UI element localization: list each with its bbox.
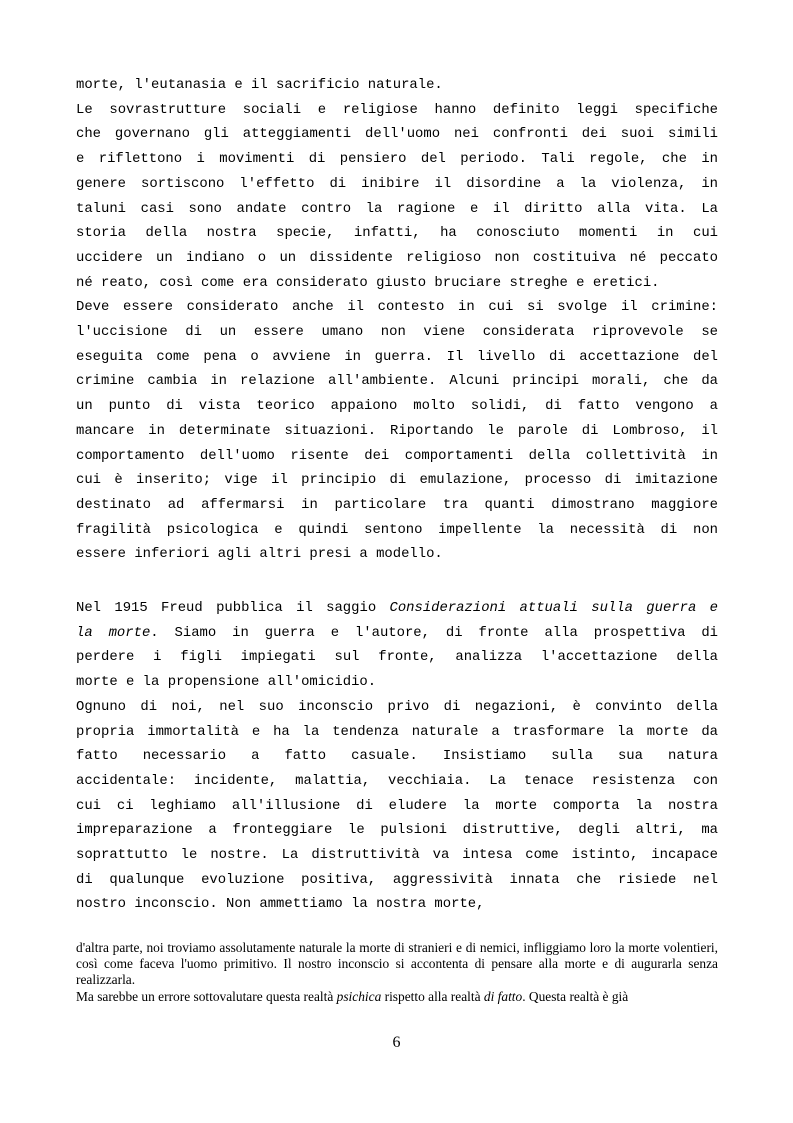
text-line: eseguita come pena o avviene in guerra. Il livello di accettazione del bbox=[76, 348, 718, 365]
text-line: fatto necessario a fatto casuale. Insistiamo sulla sua natura bbox=[76, 748, 718, 765]
text-line: impreparazione a fronteggiare le pulsioni distruttive, degli altri, ma bbox=[76, 822, 718, 839]
text-line: essere inferiori agli altri presi a modello. bbox=[76, 546, 443, 563]
emphasis: psichica bbox=[336, 989, 382, 1004]
text-line: soprattutto le nostre. La distruttività va intesa come istinto, incapace bbox=[76, 847, 718, 864]
text-run: . Siamo in guerra e l'autore, di fronte alla prospettiva di bbox=[150, 624, 718, 641]
text-line: crimine cambia in relazione all'ambiente. Alcuni principi morali, che da bbox=[76, 373, 718, 390]
book-title: Considerazioni attuali sulla guerra e bbox=[389, 600, 718, 616]
text-line: uccidere un indiano o un dissidente religioso non costituiva né peccato bbox=[76, 249, 718, 266]
text-line bbox=[76, 596, 718, 621]
text-run: rispetto alla realtà bbox=[381, 989, 484, 1004]
text-block-3 bbox=[76, 940, 718, 1005]
text-line: cui ci leghiamo all'illusione di eludere la morte comporta la nostra bbox=[76, 797, 718, 814]
book-title-cont: la morte bbox=[76, 624, 151, 641]
text-line: un punto di vista teorico appaiono molto solidi, di fatto vengono a bbox=[76, 398, 718, 415]
page-number: 6 bbox=[392, 1034, 401, 1051]
text-line: accidentale: incidente, malattia, vecchiaia. La tenace resistenza con bbox=[76, 772, 718, 789]
text-line: cui è inserito; vige il principio di emulazione, processo di imitazione bbox=[76, 472, 718, 489]
text-line: che governano gli atteggiamenti dell'uomo nei confronti dei suoi simili bbox=[76, 126, 718, 143]
text-line: nostro inconscio. Non ammettiamo la nostra morte, bbox=[76, 896, 485, 913]
text-line: destinato ad affermarsi in particolare tra quanti dimostrano maggiore bbox=[76, 496, 718, 513]
text-line: taluni casi sono andate contro la ragione e il diritto alla vita. La bbox=[76, 200, 718, 217]
text-line: l'uccisione di un essere umano non viene considerata riprovevole se bbox=[76, 324, 718, 341]
paragraph bbox=[76, 989, 718, 1005]
text-line: mancare in determinate situazioni. Riportando le parole di Lombroso, il bbox=[76, 422, 718, 439]
text-line: Ognuno di noi, nel suo inconscio privo di negazioni, è convinto della bbox=[76, 698, 718, 715]
text-line: genere sortiscono l'effetto di inibire il disordine a la violenza, in bbox=[76, 175, 718, 192]
text-line bbox=[76, 621, 718, 646]
text-run: . Questa realtà è già bbox=[522, 989, 629, 1004]
paragraph: d'altra parte, noi troviamo assolutamente naturale la morte di stranieri e di nemici, infliggiamo loro la morte volentieri, così come faceva l'uomo primitivo. Il nostro inconscio si accontenta di pensare alla morte e di augurarla senza realizzarla. bbox=[76, 940, 718, 987]
text-line: morte e la propensione all'omicidio. bbox=[76, 674, 377, 691]
text-line: di qualunque evoluzione positiva, aggressività innata che risiede nel bbox=[76, 871, 718, 888]
text-line: Le sovrastrutture sociali e religiose hanno definito leggi specifiche bbox=[76, 101, 718, 118]
text-line: Deve essere considerato anche il contesto in cui si svolge il crimine: bbox=[76, 299, 718, 316]
text-line: comportamento dell'uomo risente dei comportamenti della collettività in bbox=[76, 447, 718, 464]
text-line: e riflettono i movimenti di pensiero del periodo. Tali regole, che in bbox=[76, 151, 718, 168]
text-block-1 bbox=[76, 73, 718, 567]
emphasis: di fatto bbox=[483, 989, 523, 1004]
text-line: morte, l'eutanasia e il sacrificio naturale. bbox=[76, 77, 443, 93]
text-block-2 bbox=[76, 596, 718, 917]
text-run: Ma sarebbe un errore sottovalutare questa realtà bbox=[76, 989, 337, 1004]
text-line: storia della nostra specie, infatti, ha conosciuto momenti in cui bbox=[76, 225, 718, 242]
text-line: perdere i figli impiegati sul fronte, analizza l'accettazione della bbox=[76, 649, 718, 666]
text-line: né reato, così come era considerato giusto bruciare streghe e eretici. bbox=[76, 274, 660, 291]
text-run: Nel 1915 Freud pubblica il saggio bbox=[76, 600, 390, 616]
text-line: fragilità psicologica e quindi sentono impellente la necessità di non bbox=[76, 521, 718, 538]
text-line: propria immortalità e ha la tendenza naturale a trasformare la morte da bbox=[76, 723, 718, 740]
